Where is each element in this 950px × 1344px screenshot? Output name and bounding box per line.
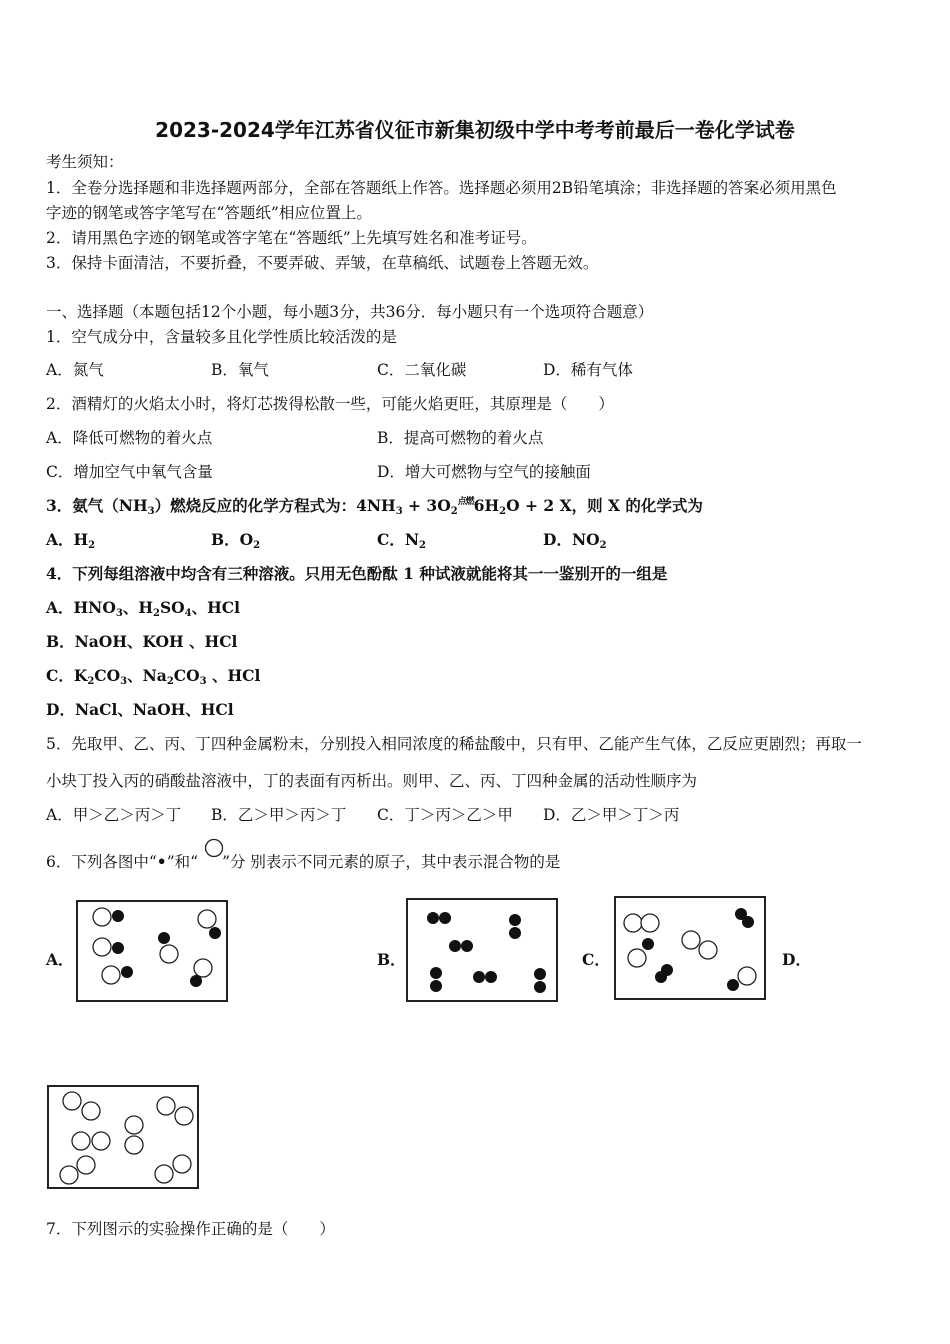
q2-stem: 2．酒精灯的火焰太小时，将灯芯拨得松散一些，可能火焰更旺，其原理是（ ） [46, 395, 614, 413]
q3-option-a[interactable]: A．$H_2$ [46, 530, 96, 551]
q3-stem: 3．氨气$(NH_3)$燃烧反应的化学方程式为：$4NH_3 + 3O_2^{点燃}6H_2O + 2$ X，则 X 的化学式为 [46, 496, 703, 517]
q2-option-b[interactable]: B．提高可燃物的着火点 [377, 429, 544, 447]
q3-option-d[interactable]: D．$NO_2$ [543, 530, 607, 551]
q6-diagram-c[interactable] [614, 896, 766, 1000]
q3-option-c[interactable]: C．$N_2$ [377, 530, 426, 551]
q4-stem: 4．下列每组溶液中均含有三种溶液。只用无色酚酞 1 种试液就能将其一一鉴别开的一组是 [46, 564, 668, 583]
notice-line-2: 2．请用黑色字迹的钢笔或答字笔在“答题纸”上先填写姓名和准考证号。 [46, 229, 537, 247]
q2-option-a[interactable]: A．降低可燃物的着火点 [46, 429, 213, 447]
q5-option-b[interactable]: B．乙＞甲＞丙＞丁 [211, 806, 347, 824]
q2-option-d[interactable]: D．增大可燃物与空气的接触面 [377, 463, 591, 481]
section-heading: 一、选择题（本题包括12个小题，每小题3分，共36分．每小题只有一个选项符合题意） [46, 303, 654, 321]
q1-option-d[interactable]: D．稀有气体 [543, 361, 633, 379]
q4-option-c[interactable]: C．$K_2CO_3$、$Na_2CO_3$ 、HCl [46, 666, 261, 687]
q5-stem-line1: 5．先取甲、乙、丙、丁四种金属粉末，分别投入相同浓度的稀盐酸中，只有甲、乙能产生气体，乙反应更剧烈；再取一 [46, 735, 862, 753]
molecule-diagram-d [49, 1087, 201, 1191]
q1-option-c[interactable]: C．二氧化碳 [377, 361, 467, 379]
molecule-diagram-a [78, 902, 230, 1004]
q6-diagram-a[interactable] [76, 900, 228, 1002]
q4-option-d[interactable]: D．NaCl、NaOH、HCl [46, 700, 234, 719]
q3-option-b[interactable]: B．$O_2$ [211, 530, 261, 551]
notice-line-3: 3．保持卡面清洁，不要折叠，不要弄破、弄皱，在草稿纸、试题卷上答题无效。 [46, 254, 599, 272]
q1-stem: 1．空气成分中，含量较多且化学性质比较活泼的是 [46, 328, 397, 346]
molecule-diagram-b [408, 900, 560, 1004]
q4-option-b[interactable]: B．NaOH、KOH 、HCl [46, 632, 238, 651]
page-title: 2023-2024学年江苏省仪征市新集初级中学中考考前最后一卷化学试卷 [155, 118, 795, 142]
q1-option-a[interactable]: A．氮气 [46, 361, 104, 379]
q6-label-d[interactable]: D． [782, 950, 811, 969]
q6-label-a[interactable]: A． [46, 950, 74, 969]
notice-heading: 考生须知： [46, 153, 124, 171]
molecule-diagram-c [616, 898, 768, 1002]
q6-label-c[interactable]: C． [582, 950, 610, 969]
q5-option-d[interactable]: D．乙＞甲＞丁＞丙 [543, 806, 680, 824]
q5-option-a[interactable]: A．甲＞乙＞丙＞丁 [46, 806, 182, 824]
q6-stem: 6．下列各图中“•”和“ ”分 别表示不同元素的原子，其中表示混合物的是 [46, 852, 561, 871]
q6-diagram-d[interactable] [47, 1085, 199, 1189]
q2-option-c[interactable]: C．增加空气中氧气含量 [46, 463, 213, 481]
notice-line-1a: 1．全卷分选择题和非选择题两部分，全部在答题纸上作答。选择题必须用2B铅笔填涂；非选择题的答案必须用黑色 [46, 179, 837, 197]
notice-line-1b: 字迹的钢笔或答字笔写在“答题纸”相应位置上。 [46, 204, 372, 222]
q1-option-b[interactable]: B．氧气 [211, 361, 269, 379]
q6-label-b[interactable]: B． [377, 950, 406, 969]
q5-option-c[interactable]: C．丁＞丙＞乙＞甲 [377, 806, 513, 824]
filled-atom-icon: • [156, 852, 167, 871]
hollow-atom-icon [203, 837, 225, 859]
q6-diagram-b[interactable] [406, 898, 558, 1002]
q4-option-a[interactable]: A．$HNO_3$、$H_2SO_4$、HCl [46, 598, 240, 619]
q7-stem: 7．下列图示的实验操作正确的是（ ） [46, 1220, 335, 1238]
q5-stem-line2: 小块丁投入丙的硝酸盐溶液中，丁的表面有丙析出。则甲、乙、丙、丁四种金属的活动性顺序为 [46, 772, 698, 790]
reaction-condition: 点燃 [457, 497, 474, 507]
